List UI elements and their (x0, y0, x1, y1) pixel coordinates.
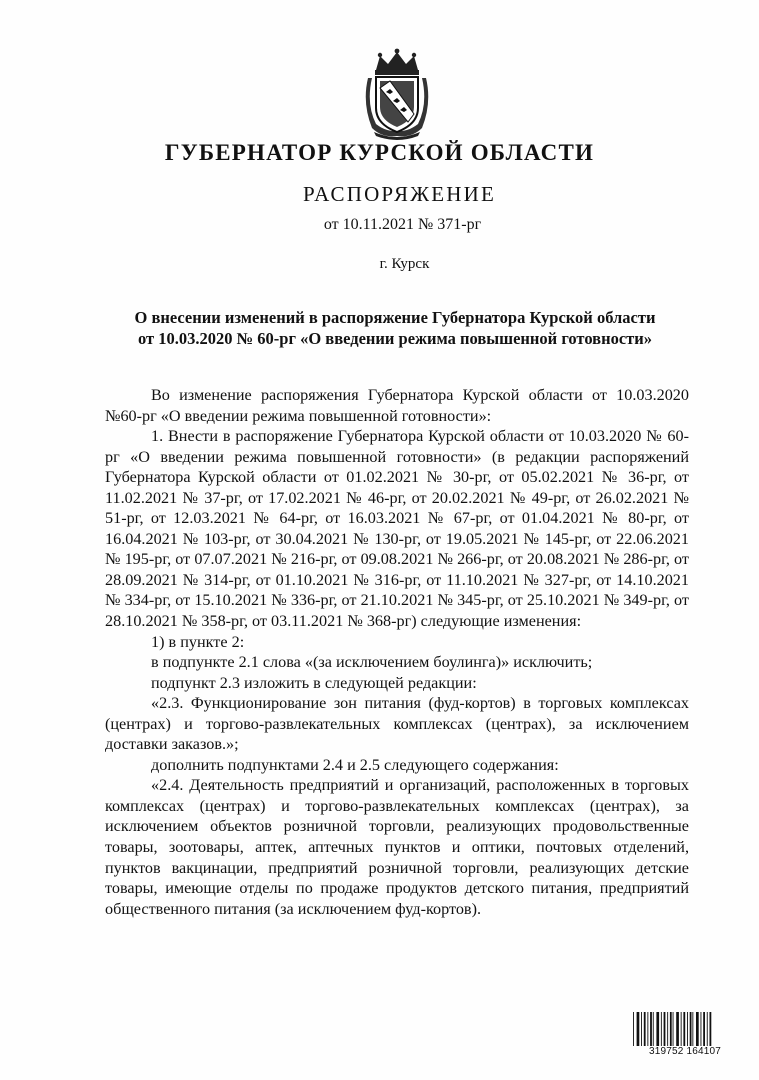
body-paragraph: 1) в пункте 2: (151, 632, 245, 651)
page-title: ГУБЕРНАТОР КУРСКОЙ ОБЛАСТИ (164, 140, 595, 165)
body-paragraph: дополнить подпунктами 2.4 и 2.5 следующего содержания: (151, 755, 559, 774)
barcode-bar (683, 1012, 685, 1046)
barcode-bar (661, 1012, 662, 1046)
body-paragraph: «2.4. Деятельность предприятий и организаций, расположенных в торговых комплексах (центрах) и торгово-развлекательных комплексах (центрах), за исключением объектов розничной торговли, реализующих продовольственные товары, зоотовары, аптек, аптечных пунктов и оптики, почтовых отделений, пунктов вакцинации, предприятий розничной торговли, реализующих детские товары, имеющие отделы по продаже продуктов детского питания, предприятий общественного питания (за исключением фуд-кортов). (105, 776, 689, 918)
barcode-number: 319752 164107 (648, 1046, 722, 1057)
barcode-bar (681, 1012, 682, 1046)
document-heading (100, 307, 690, 349)
body-paragraph: в подпункте 2.1 слова «(за исключением боулинга)» исключить; (151, 653, 593, 672)
barcode-bar (703, 1012, 705, 1046)
barcode-bar (664, 1012, 666, 1046)
document-type: РАСПОРЯЖЕНИЕ (302, 182, 497, 206)
document-date-number: от 10.11.2021 № 371-рг (323, 216, 482, 233)
barcode-bar (690, 1012, 692, 1046)
body-paragraph: 1. Внести в распоряжение Губернатора Курской области от 10.03.2020 № 60-рг «О введении режима повышенной готовности» (в редакции распоряжений Губернатора Курской области от 01.02.2021 № 30-рг, от 05.02.2021 № 36-рг, от 11.02.2021 № 37-рг, от 17.02.2021 № 46-рг, от 20.02.2021 № 49-рг, от 26.02.2021 № 51-рг, от 12.03.2021 № 64-рг, от 16.03.2021 № 67-рг, от 01.04.2021 № 80-рг, от 16.04.2021 № 103-рг, от 30.04.2021 № 130-рг, от 19.05.2021 № 145-рг, от 22.06.2021 № 195-рг, от 07.07.2021 № 216-рг, от 09.08.2021 № 266-рг, от 20.08.2021 № 286-рг, от 28.09.2021 № 314-рг, от 01.10.2021 № 316-рг, от 11.10.2021 № 327-рг, от 14.10.2021 № 334-рг, от 15.10.2021 № 336-рг, от 21.10.2021 № 345-рг, от 25.10.2021 № 349-рг, от 28.10.2021 № 358-рг, от 03.11.2021 № 368-рг) следующие изменения: (105, 427, 689, 631)
barcode-bar (676, 1012, 679, 1046)
document-city: г. Курск (379, 256, 430, 272)
barcode-bar (644, 1012, 646, 1046)
barcode-bar (710, 1012, 712, 1046)
barcode-bar (707, 1012, 708, 1046)
barcode-bar (653, 1012, 654, 1046)
body-paragraph: Во изменение распоряжения Губернатора Курской области от 10.03.2020 №60-рг «О введении режима повышенной готовности»: (105, 386, 689, 425)
barcode-bar (650, 1012, 652, 1046)
body-paragraph: «2.3. Функционирование зон питания (фуд-кортов) в торговых комплексах (центрах) и торгово-развлекательных комплексах (центрах), за исключением доставки заказов.»; (105, 694, 689, 754)
body-paragraph: подпункт 2.3 изложить в следующей редакции: (151, 673, 477, 692)
barcode-bars (632, 1012, 738, 1046)
barcode-bar (667, 1012, 668, 1046)
barcode-bar (696, 1012, 699, 1046)
barcode (632, 1012, 738, 1062)
barcode-bar (670, 1012, 672, 1046)
barcode-bar (641, 1012, 642, 1046)
coat-of-arms-icon (362, 48, 432, 140)
barcode-bar (701, 1012, 702, 1046)
heading-line-1: О внесении изменений в распоряжение Губернатора Курской области (134, 308, 656, 327)
barcode-bar (673, 1012, 674, 1046)
document-body (105, 385, 689, 919)
barcode-bar (692, 1012, 693, 1046)
barcode-bar (633, 1012, 634, 1046)
barcode-bar (656, 1012, 659, 1046)
heading-line-2: от 10.03.2020 № 60-рг «О введении режима повышенной готовности» (137, 329, 653, 348)
barcode-bar (637, 1012, 640, 1046)
barcode-bar (647, 1012, 648, 1046)
barcode-bar (687, 1012, 688, 1046)
